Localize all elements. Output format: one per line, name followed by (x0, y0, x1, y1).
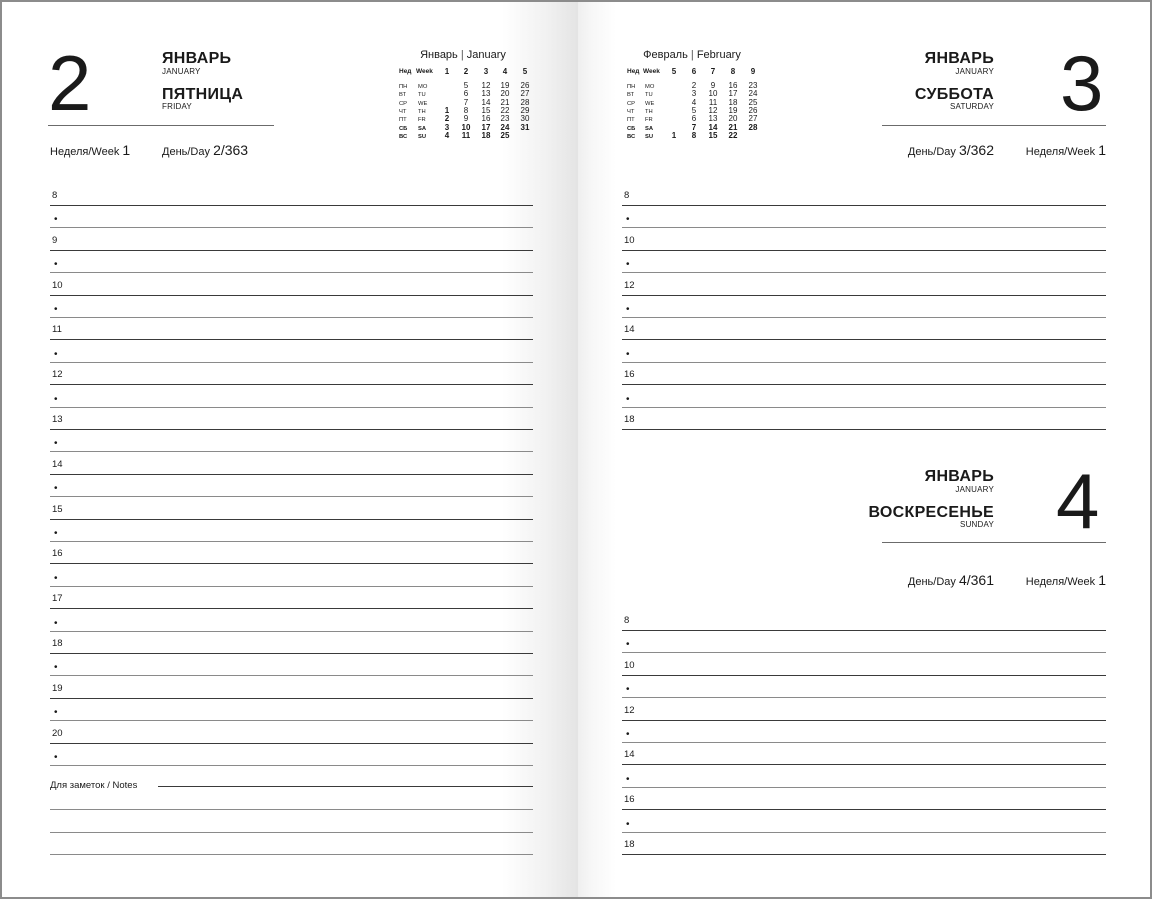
weekday-ru: ПЯТНИЦА (162, 86, 244, 103)
half-hour-bullet: • (626, 639, 630, 651)
hour-line (50, 339, 533, 340)
calendar-day: 2 (444, 114, 450, 124)
header-rule (48, 125, 274, 126)
calendar-day: 24 (500, 122, 510, 132)
calendar-day: 27 (748, 114, 758, 124)
calendar-day: 13 (481, 89, 491, 99)
weekday-ru-bottom: ВОСКРЕСЕНЬЕ (868, 504, 994, 521)
calendar-weekday-en: WE (418, 100, 428, 107)
half-hour-bullet: • (54, 393, 58, 405)
calendar-weekday-en: TU (418, 92, 426, 99)
calendar-week-number: 5 (671, 67, 677, 76)
calendar-week-number: 6 (691, 67, 697, 76)
calendar-weekday-ru: СР (627, 100, 636, 107)
hour-label: 10 (624, 234, 635, 246)
calendar-day: 8 (463, 105, 469, 115)
hour-line (50, 250, 533, 251)
calendar-weekday-ru: СБ (627, 125, 636, 132)
right-page (578, 2, 1152, 899)
half-hour-bullet: • (626, 259, 630, 271)
calendar-week-number: 1 (444, 67, 450, 76)
calendar-day: 19 (500, 81, 510, 90)
hour-line (622, 205, 1106, 206)
calendar-day: 24 (748, 89, 758, 99)
half-hour-line (622, 362, 1106, 363)
calendar-day: 9 (710, 81, 716, 90)
calendar-col-week-header: Week (643, 68, 660, 75)
half-hour-bullet: • (54, 528, 58, 539)
calendar-week-number: 2 (463, 67, 469, 76)
calendar-day: 12 (481, 81, 491, 90)
half-hour-bullet: • (54, 707, 58, 719)
calendar-weekday-en: TH (645, 108, 653, 115)
notes-line (50, 832, 533, 833)
calendar-col-day-header: Нед (627, 68, 640, 75)
calendar-week-number: 7 (710, 67, 716, 76)
calendar-day: 19 (728, 105, 738, 115)
month-title-en-top: JANUARY (955, 67, 994, 76)
half-hour-line (622, 697, 1106, 698)
calendar-weekday-ru: ПН (627, 84, 636, 90)
day-value: 3/362 (958, 142, 994, 158)
half-hour-bullet: • (626, 348, 630, 360)
calendar-day: 16 (728, 81, 738, 90)
calendar-week-number: 5 (522, 67, 528, 76)
calendar-weekday-en: SU (418, 133, 427, 140)
week-value: 1 (1098, 572, 1106, 588)
calendar-week-number: 9 (750, 67, 756, 76)
notes-line (50, 809, 533, 810)
calendar-weekday-en: WE (645, 100, 655, 107)
day-label: День/Day (907, 146, 956, 158)
calendar-day: 27 (520, 89, 530, 99)
hour-line (622, 630, 1106, 631)
calendar-day: 30 (520, 114, 530, 124)
half-hour-line (622, 652, 1106, 653)
hour-line (622, 764, 1106, 765)
hour-label: 12 (624, 704, 635, 716)
calendar-day: 11 (708, 97, 718, 107)
date-number: 2 (48, 39, 92, 127)
calendar-day: 1 (444, 105, 450, 115)
day-info (162, 143, 248, 159)
header-rule-top (882, 125, 1106, 126)
weekday-en-bottom: SUNDAY (960, 520, 994, 529)
calendar-day: 21 (728, 122, 738, 132)
half-hour-line (622, 407, 1106, 408)
half-hour-bullet: • (54, 214, 58, 226)
hour-line (50, 653, 533, 654)
calendar-day: 28 (520, 97, 530, 107)
half-hour-line (50, 586, 533, 587)
calendar-day: 14 (708, 122, 718, 132)
calendar-weekday-ru: ВТ (399, 92, 407, 99)
calendar-day: 22 (728, 130, 738, 140)
calendar-weekday-ru: ВС (399, 133, 408, 140)
calendar-day: 9 (463, 114, 469, 124)
calendar-day: 29 (520, 105, 530, 115)
half-hour-line (622, 787, 1106, 788)
hour-line (50, 474, 533, 475)
calendar-weekday-ru: ВС (627, 133, 636, 140)
month-title-en-bottom: JANUARY (955, 485, 994, 494)
calendar-weekday-en: FR (418, 117, 426, 124)
half-hour-bullet: • (626, 818, 630, 830)
hour-label: 8 (52, 190, 58, 201)
month-title-en: JANUARY (162, 67, 201, 76)
hour-label: 8 (624, 615, 630, 626)
calendar-day: 2 (691, 81, 697, 90)
hour-line (622, 675, 1106, 676)
half-hour-bullet: • (54, 483, 58, 495)
calendar-day: 15 (708, 130, 718, 140)
calendar-week-number: 8 (730, 67, 736, 76)
half-hour-bullet: • (54, 572, 58, 584)
left-page (2, 2, 578, 899)
calendar-day: 26 (520, 81, 530, 90)
hour-line (622, 720, 1106, 721)
hour-line (50, 698, 533, 699)
calendar-day: 23 (500, 114, 510, 124)
half-hour-line (50, 317, 533, 318)
date-number-top: 3 (1060, 39, 1104, 127)
calendar-day: 25 (500, 130, 510, 140)
calendar-day: 5 (463, 81, 469, 90)
hour-label: 14 (52, 458, 63, 470)
half-hour-line (50, 765, 533, 766)
calendar-title: Январь | January (420, 49, 506, 61)
calendar-title: Февраль | February (643, 49, 741, 61)
calendar-day: 4 (444, 130, 450, 140)
half-hour-bullet: • (54, 438, 58, 450)
half-hour-bullet: • (54, 752, 58, 763)
calendar-day: 6 (691, 114, 697, 124)
month-title-ru: ЯНВАРЬ (162, 50, 232, 67)
week-label: Неделя/Week (1025, 146, 1096, 158)
calendar-weekday-en: FR (645, 117, 653, 124)
hour-label: 11 (52, 324, 62, 336)
calendar-weekday-ru: ЧТ (627, 108, 635, 115)
day-label: День/Day (907, 576, 956, 588)
calendar-weekday-ru: ЧТ (399, 108, 407, 115)
week-info (50, 143, 130, 159)
half-hour-line (622, 317, 1106, 318)
hour-line (622, 809, 1106, 810)
hour-line (622, 339, 1106, 340)
hour-line (622, 429, 1106, 430)
date-number-bottom: 4 (1056, 457, 1100, 545)
hour-label: 16 (52, 548, 63, 560)
week-value: 1 (122, 142, 131, 158)
calendar-day: 15 (481, 105, 491, 115)
half-hour-bullet: • (54, 348, 58, 360)
calendar-day: 4 (691, 97, 697, 107)
half-hour-line (622, 227, 1106, 228)
calendar-weekday-en: MO (645, 84, 655, 90)
notes-line (50, 854, 533, 855)
week-value: 1 (1098, 142, 1106, 158)
calendar-day: 13 (708, 114, 718, 124)
calendar-weekday-ru: СБ (399, 125, 408, 132)
week-label: Неделя/Week (50, 146, 120, 158)
calendar-day: 7 (463, 97, 469, 107)
calendar-col-week-header: Week (416, 68, 433, 75)
half-hour-bullet: • (54, 662, 58, 674)
hour-label: 17 (52, 593, 63, 605)
day-value: 2/363 (213, 142, 249, 158)
half-hour-bullet: • (626, 393, 630, 405)
calendar-day: 20 (500, 89, 510, 99)
hour-label: 16 (624, 369, 635, 381)
calendar-day: 12 (708, 105, 718, 115)
hour-label: 10 (52, 279, 63, 291)
half-hour-line (622, 742, 1106, 743)
half-hour-line (50, 362, 533, 363)
calendar-day: 21 (500, 97, 510, 107)
calendar-day: 31 (520, 122, 530, 132)
half-hour-bullet: • (626, 214, 630, 226)
hour-label: 19 (52, 682, 63, 694)
header-rule-bottom (882, 542, 1106, 543)
half-hour-bullet: • (626, 729, 630, 740)
hour-line (622, 250, 1106, 251)
hour-line (50, 205, 533, 206)
calendar-day: 17 (481, 122, 491, 132)
half-hour-bullet: • (626, 684, 630, 696)
calendar-day: 18 (481, 130, 491, 140)
calendar-day: 8 (691, 130, 697, 140)
weekday-en-top: SATURDAY (950, 102, 994, 111)
calendar-weekday-en: SA (645, 125, 654, 132)
half-hour-bullet: • (54, 304, 58, 315)
calendar-weekday-en: TH (418, 108, 426, 115)
notes-label: Для заметок / Notes (50, 780, 141, 791)
calendar-week-number: 3 (483, 67, 489, 76)
calendar-weekday-ru: ПН (399, 84, 408, 90)
calendar-day: 14 (481, 97, 491, 107)
hour-label: 16 (624, 794, 635, 806)
hour-line (50, 563, 533, 564)
calendar-day: 10 (461, 122, 471, 132)
calendar-weekday-en: SA (418, 125, 427, 132)
calendar-day: 5 (691, 105, 697, 115)
weekday-en: FRIDAY (162, 102, 192, 111)
day-label: День/Day (162, 146, 210, 158)
calendar-day: 22 (500, 105, 510, 115)
calendar-week-number: 4 (502, 67, 508, 76)
half-hour-line (50, 675, 533, 676)
hour-line (50, 519, 533, 520)
hour-line (50, 743, 533, 744)
calendar-col-day-header: Нед (399, 68, 412, 75)
hour-label: 18 (624, 414, 635, 425)
hour-label: 18 (52, 638, 63, 649)
week-label: Неделя/Week (1025, 576, 1096, 588)
calendar-day: 7 (691, 122, 697, 132)
notes-title-line (158, 786, 533, 787)
month-title-ru-top: ЯНВАРЬ (924, 50, 994, 67)
day-info-bottom (858, 573, 994, 589)
weekday-ru-top: СУББОТА (914, 86, 994, 103)
hour-label: 12 (624, 279, 635, 291)
half-hour-line (50, 227, 533, 228)
half-hour-bullet: • (54, 259, 58, 271)
calendar-day: 10 (708, 89, 718, 99)
calendar-day: 16 (481, 114, 491, 124)
hour-label: 14 (624, 749, 635, 761)
calendar-weekday-ru: ВТ (627, 92, 635, 99)
calendar-day: 1 (671, 130, 677, 140)
hour-label: 10 (624, 659, 635, 671)
calendar-weekday-ru: ПТ (399, 117, 407, 124)
half-hour-line (50, 720, 533, 721)
half-hour-line (622, 272, 1106, 273)
half-hour-line (50, 631, 533, 632)
week-info-top (998, 143, 1106, 159)
half-hour-line (50, 541, 533, 542)
half-hour-line (50, 451, 533, 452)
hour-line (50, 429, 533, 430)
calendar-weekday-en: MO (418, 84, 428, 90)
hour-line (50, 384, 533, 385)
calendar-weekday-en: SU (645, 133, 654, 140)
calendar-weekday-ru: ПТ (627, 117, 635, 124)
half-hour-line (50, 407, 533, 408)
half-hour-bullet: • (54, 617, 58, 629)
hour-label: 15 (52, 503, 63, 515)
calendar-day: 6 (463, 89, 469, 99)
half-hour-line (622, 832, 1106, 833)
calendar-day: 3 (444, 122, 450, 132)
calendar-day: 17 (728, 89, 738, 99)
hour-line (50, 608, 533, 609)
calendar-day: 25 (748, 97, 758, 107)
hour-line (50, 295, 533, 296)
hour-label: 9 (52, 234, 58, 246)
hour-label: 8 (624, 190, 630, 201)
half-hour-line (50, 496, 533, 497)
hour-line (622, 854, 1106, 855)
day-info-top (858, 143, 994, 159)
calendar-day: 11 (461, 130, 471, 140)
week-info-bottom (998, 573, 1106, 589)
day-value: 4/361 (958, 572, 994, 588)
hour-label: 13 (52, 414, 63, 425)
hour-line (622, 295, 1106, 296)
calendar-day: 20 (728, 114, 738, 124)
month-title-ru-bottom: ЯНВАРЬ (924, 468, 994, 485)
hour-label: 20 (52, 727, 63, 739)
calendar-day: 18 (728, 97, 738, 107)
calendar-day: 28 (748, 122, 758, 132)
calendar-weekday-en: TU (645, 92, 653, 99)
half-hour-bullet: • (626, 304, 630, 315)
calendar-day: 26 (748, 105, 758, 115)
calendar-day: 3 (691, 89, 697, 99)
hour-line (622, 384, 1106, 385)
hour-label: 14 (624, 324, 635, 336)
hour-label: 12 (52, 369, 63, 381)
calendar-day: 23 (748, 81, 758, 90)
calendar-weekday-ru: СР (399, 100, 408, 107)
half-hour-bullet: • (626, 773, 630, 785)
half-hour-line (50, 272, 533, 273)
hour-label: 18 (624, 839, 635, 850)
